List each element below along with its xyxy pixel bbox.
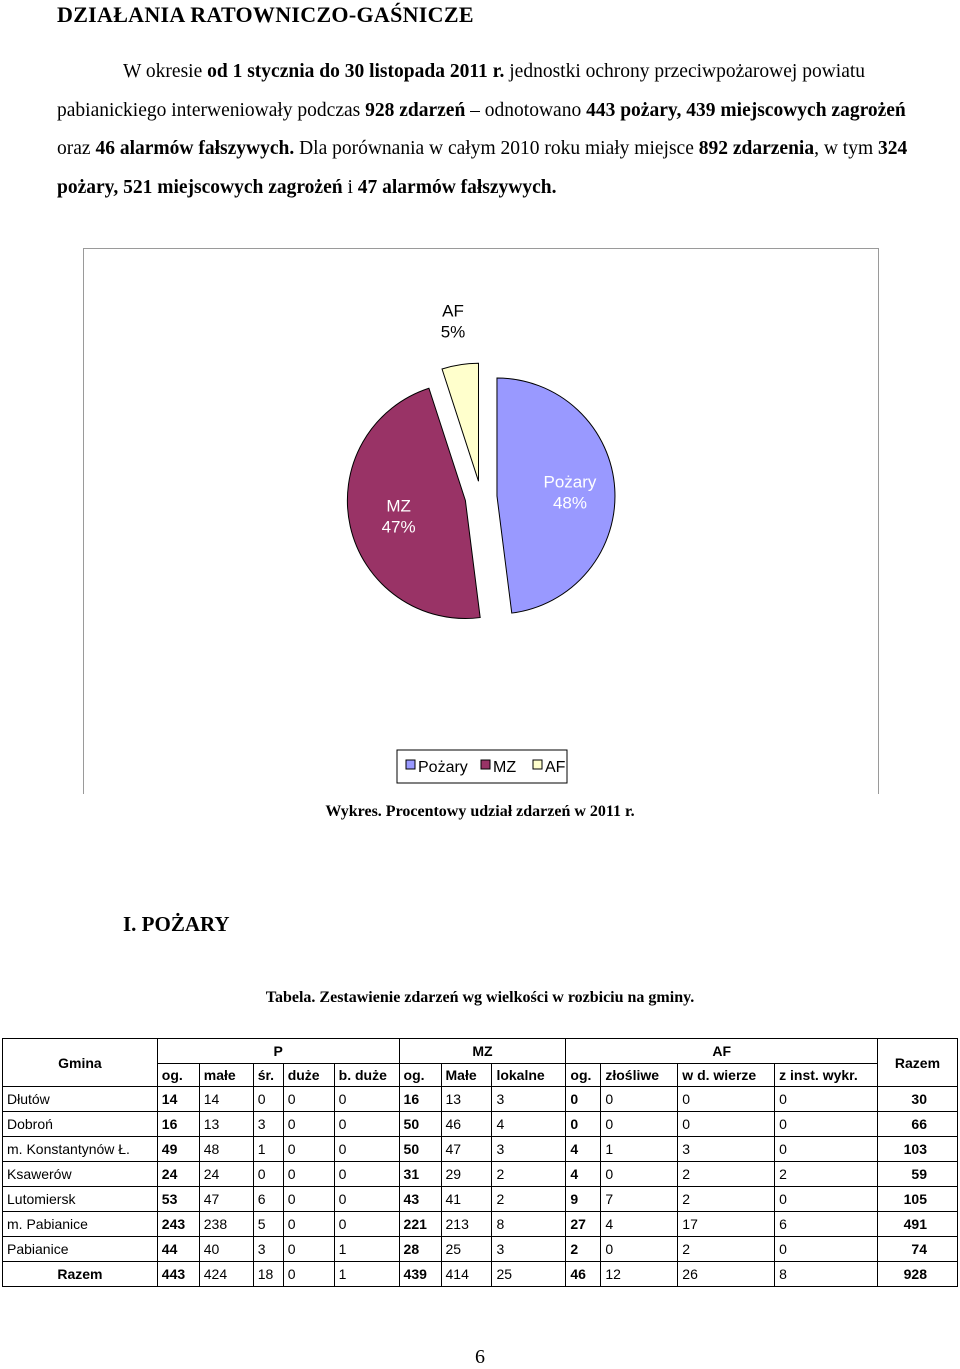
pie-chart-frame	[83, 248, 879, 794]
value-cell: 13	[441, 1087, 492, 1112]
value-cell: 7	[601, 1187, 678, 1212]
value-cell: 50	[399, 1137, 441, 1162]
value-cell: 47	[441, 1137, 492, 1162]
table-row	[3, 1112, 958, 1137]
slice-label-pozary: Pożary	[543, 472, 597, 492]
value-cell: 2	[678, 1162, 775, 1187]
value-cell: 213	[441, 1212, 492, 1237]
intro-bold: 892 zdarzenia	[698, 138, 815, 159]
intro-paragraph	[57, 53, 912, 207]
gmina-cell: Lutomiersk	[3, 1187, 158, 1212]
value-cell: 0	[283, 1187, 334, 1212]
section-title: I. POŻARY	[123, 912, 230, 936]
value-cell: 0	[283, 1212, 334, 1237]
value-cell: 0	[283, 1137, 334, 1162]
value-cell: 24	[157, 1162, 199, 1187]
chart-caption: Wykres. Procentowy udział zdarzeń w 2011 r.	[325, 803, 635, 820]
intro-bold: 46 alarmów fałszywych.	[95, 138, 295, 159]
intro-text: jednostki ochrony przeciwpożarowej powiatu pabianickiego interweniowały podczas	[57, 61, 866, 121]
value-cell: 439	[399, 1262, 441, 1287]
legend-swatch-mz	[481, 760, 490, 769]
table-row	[3, 1087, 958, 1112]
value-cell: 16	[399, 1087, 441, 1112]
razem-cell: 59	[877, 1162, 957, 1187]
value-cell: 0	[334, 1162, 399, 1187]
value-cell: 53	[157, 1187, 199, 1212]
subheader-cell: og.	[399, 1064, 441, 1087]
value-cell: 8	[775, 1262, 878, 1287]
value-cell: 0	[678, 1087, 775, 1112]
razem-cell: 66	[877, 1112, 957, 1137]
value-cell: 14	[157, 1087, 199, 1112]
value-cell: 0	[566, 1087, 601, 1112]
intro-text: Dla porównania w całym 2010 roku miały miejsce	[294, 138, 699, 159]
razem-cell: 103	[877, 1137, 957, 1162]
value-cell: 1	[334, 1262, 399, 1287]
value-cell: 0	[283, 1262, 334, 1287]
value-cell: 46	[566, 1262, 601, 1287]
value-cell: 0	[775, 1137, 878, 1162]
group-header-mz: MZ	[399, 1039, 566, 1064]
value-cell: 0	[283, 1162, 334, 1187]
value-cell: 28	[399, 1237, 441, 1262]
gmina-cell: Ksawerów	[3, 1162, 158, 1187]
value-cell: 0	[253, 1087, 283, 1112]
slice-value-label-af: 5%	[440, 322, 466, 342]
value-cell: 47	[199, 1187, 253, 1212]
value-cell: 12	[601, 1262, 678, 1287]
value-cell: 0	[334, 1087, 399, 1112]
table-body	[3, 1087, 958, 1287]
slice-label-af: AF	[442, 301, 464, 321]
value-cell: 4	[566, 1162, 601, 1187]
intro-text: – odnotowano	[465, 99, 587, 121]
value-cell: 13	[199, 1112, 253, 1137]
value-cell: 25	[441, 1237, 492, 1262]
value-cell: 43	[399, 1187, 441, 1212]
value-cell: 17	[678, 1212, 775, 1237]
gmina-header: Gmina	[3, 1039, 158, 1087]
value-cell: 0	[283, 1112, 334, 1137]
gmina-cell: m. Konstantynów Ł.	[3, 1137, 158, 1162]
value-cell: 16	[157, 1112, 199, 1137]
value-cell: 0	[775, 1237, 878, 1262]
value-cell: 14	[199, 1087, 253, 1112]
page-number: 6	[475, 1346, 485, 1368]
value-cell: 0	[601, 1087, 678, 1112]
razem-cell: 30	[877, 1087, 957, 1112]
value-cell: 26	[678, 1262, 775, 1287]
intro-bold: od 1 stycznia do 30 listopada 2011 r.	[207, 61, 505, 82]
value-cell: 0	[601, 1162, 678, 1187]
chart-legend	[397, 750, 567, 783]
razem-header: Razem	[877, 1039, 957, 1087]
value-cell: 40	[199, 1237, 253, 1262]
value-cell: 243	[157, 1212, 199, 1237]
value-cell: 0	[775, 1087, 878, 1112]
subheader-cell: duże	[283, 1064, 334, 1087]
slice-value-label-mz: 47%	[381, 517, 416, 537]
value-cell: 9	[566, 1187, 601, 1212]
value-cell: 0	[566, 1112, 601, 1137]
gmina-cell: Dłutów	[3, 1087, 158, 1112]
value-cell: 31	[399, 1162, 441, 1187]
value-cell: 3	[492, 1237, 566, 1262]
value-cell: 2	[678, 1187, 775, 1212]
value-cell: 25	[492, 1262, 566, 1287]
gmina-cell: Razem	[3, 1262, 158, 1287]
value-cell: 1	[601, 1137, 678, 1162]
value-cell: 414	[441, 1262, 492, 1287]
group-header-p: P	[157, 1039, 399, 1064]
value-cell: 0	[601, 1112, 678, 1137]
table-caption: Tabela. Zestawienie zdarzeń wg wielkości w rozbiciu na gminy.	[265, 989, 695, 1006]
value-cell: 221	[399, 1212, 441, 1237]
value-cell: 1	[253, 1137, 283, 1162]
table-row	[3, 1137, 958, 1162]
value-cell: 2	[492, 1162, 566, 1187]
slice-label-mz: MZ	[386, 496, 411, 516]
intro-text: oraz	[57, 138, 96, 159]
value-cell: 2	[492, 1187, 566, 1212]
value-cell: 4	[601, 1212, 678, 1237]
intro-bold: 928 zdarzeń	[365, 99, 466, 121]
table-row	[3, 1237, 958, 1262]
value-cell: 44	[157, 1237, 199, 1262]
value-cell: 3	[678, 1137, 775, 1162]
value-cell: 24	[199, 1162, 253, 1187]
intro-bold: 443 pożary, 439 miejscowych zagrożeń	[586, 99, 906, 121]
legend-label-af: AF	[545, 759, 566, 776]
table-row	[3, 1262, 958, 1287]
legend-swatch-pozary	[406, 760, 415, 769]
value-cell: 424	[199, 1262, 253, 1287]
subheader-cell: b. duże	[334, 1064, 399, 1087]
table-header-row	[3, 1039, 958, 1064]
gmina-cell: Dobroń	[3, 1112, 158, 1137]
pie-chart	[84, 249, 878, 794]
value-cell: 0	[334, 1137, 399, 1162]
value-cell: 2	[678, 1237, 775, 1262]
razem-cell: 105	[877, 1187, 957, 1212]
table-row	[3, 1187, 958, 1212]
value-cell: 5	[253, 1212, 283, 1237]
value-cell: 0	[334, 1212, 399, 1237]
slice-value-label-pozary: 48%	[552, 493, 587, 513]
gmina-cell: Pabianice	[3, 1237, 158, 1262]
value-cell: 2	[566, 1237, 601, 1262]
value-cell: 0	[678, 1112, 775, 1137]
value-cell: 6	[253, 1187, 283, 1212]
value-cell: 0	[334, 1187, 399, 1212]
value-cell: 4	[492, 1112, 566, 1137]
intro-bold: 324 pożary, 521 miejscowych zagrożeń	[57, 138, 908, 198]
value-cell: 3	[253, 1237, 283, 1262]
value-cell: 0	[253, 1162, 283, 1187]
value-cell: 0	[775, 1187, 878, 1212]
value-cell: 6	[775, 1212, 878, 1237]
value-cell: 0	[283, 1237, 334, 1262]
subheader-cell: małe	[199, 1064, 253, 1087]
value-cell: 0	[601, 1237, 678, 1262]
legend-label-mz: MZ	[493, 759, 517, 776]
value-cell: 443	[157, 1262, 199, 1287]
legend-swatch-af	[533, 760, 542, 769]
razem-cell: 74	[877, 1237, 957, 1262]
gmina-cell: m. Pabianice	[3, 1212, 158, 1237]
subheader-cell: og.	[157, 1064, 199, 1087]
subheader-cell: śr.	[253, 1064, 283, 1087]
group-header-af: AF	[566, 1039, 878, 1064]
subheader-cell: złośliwe	[601, 1064, 678, 1087]
subheader-cell: z inst. wykr.	[775, 1064, 878, 1087]
value-cell: 50	[399, 1112, 441, 1137]
razem-cell: 928	[877, 1262, 957, 1287]
legend-label-pozary: Pożary	[418, 759, 468, 776]
value-cell: 1	[334, 1237, 399, 1262]
value-cell: 4	[566, 1137, 601, 1162]
subheader-cell: Małe	[441, 1064, 492, 1087]
value-cell: 0	[283, 1087, 334, 1112]
value-cell: 46	[441, 1112, 492, 1137]
value-cell: 3	[492, 1087, 566, 1112]
razem-cell: 491	[877, 1212, 957, 1237]
value-cell: 0	[775, 1112, 878, 1137]
page-heading: DZIAŁANIA RATOWNICZO-GAŚNICZE	[57, 2, 474, 27]
intro-bold: 47 alarmów fałszywych.	[357, 176, 557, 198]
value-cell: 3	[492, 1137, 566, 1162]
value-cell: 8	[492, 1212, 566, 1237]
value-cell: 27	[566, 1212, 601, 1237]
subheader-cell: og.	[566, 1064, 601, 1087]
value-cell: 48	[199, 1137, 253, 1162]
incidents-table	[2, 1038, 958, 1287]
subheader-cell: w d. wierze	[678, 1064, 775, 1087]
intro-text: , w tym	[814, 138, 879, 159]
table-row	[3, 1212, 958, 1237]
table-row	[3, 1162, 958, 1187]
value-cell: 49	[157, 1137, 199, 1162]
subheader-cell: lokalne	[492, 1064, 566, 1087]
value-cell: 3	[253, 1112, 283, 1137]
value-cell: 238	[199, 1212, 253, 1237]
intro-text: i	[342, 176, 358, 198]
value-cell: 2	[775, 1162, 878, 1187]
value-cell: 18	[253, 1262, 283, 1287]
value-cell: 0	[334, 1112, 399, 1137]
intro-text: W okresie	[123, 61, 208, 82]
value-cell: 41	[441, 1187, 492, 1212]
value-cell: 29	[441, 1162, 492, 1187]
